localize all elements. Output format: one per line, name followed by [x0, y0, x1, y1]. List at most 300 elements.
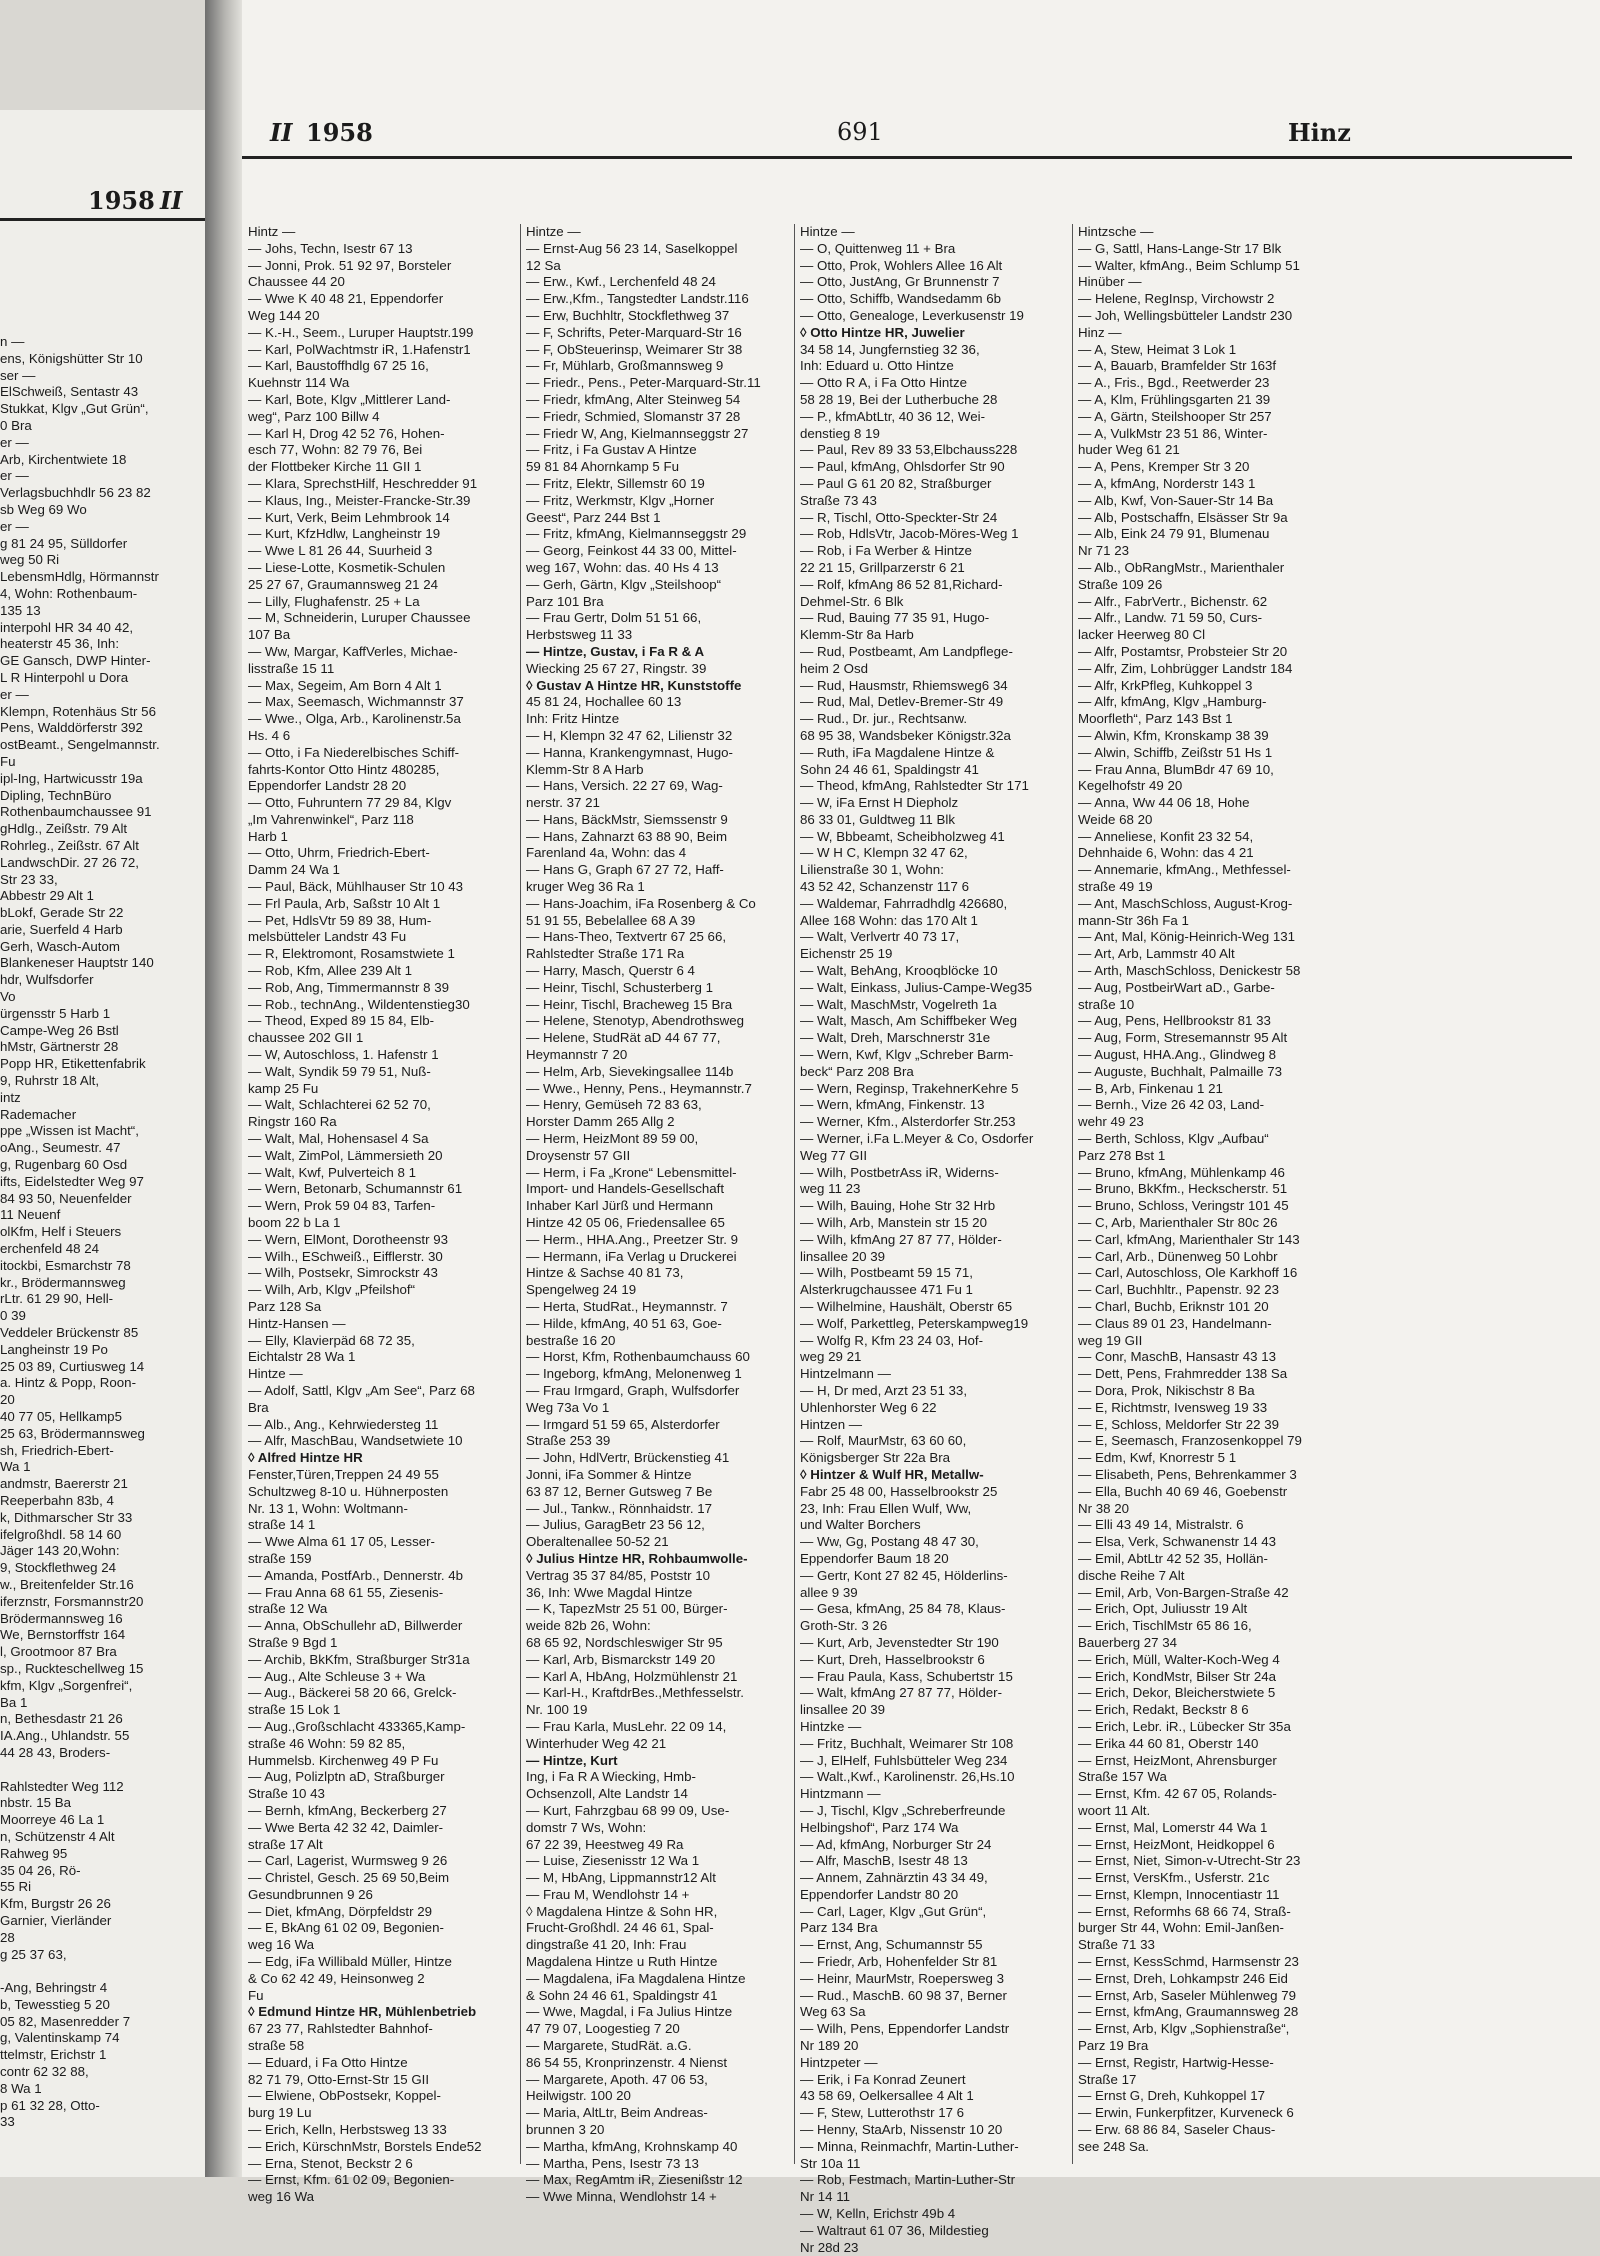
- directory-entry-line: Weg 144 20: [248, 307, 320, 323]
- directory-entry-line: Oberaltenallee 50-52 21: [526, 1534, 669, 1550]
- directory-entry-line: Weg 63 Sa: [800, 2004, 866, 2020]
- book-gutter: [205, 0, 242, 2177]
- directory-entry-line: Hintze & Sachse 40 81 73,: [526, 1265, 684, 1281]
- directory-entry-line: — Max, Seemasch, Wichmannstr 37: [248, 694, 464, 710]
- directory-entry-line: — Wwe K 40 48 21, Eppendorfer: [248, 291, 444, 307]
- directory-entry-line: Hintzmann —: [800, 1786, 881, 1802]
- directory-entry-line: — W, Autoschloss, 1. Hafenstr 1: [248, 1047, 439, 1063]
- directory-entry-line: — Ant, Mal, König-Heinrich-Weg 131: [1078, 929, 1296, 945]
- directory-entry-line: — Friedr., Pens., Peter-Marquard-Str.11: [526, 375, 761, 391]
- directory-entry-line: Fenster,Türen,Treppen 24 49 55: [248, 1466, 439, 1482]
- directory-entry-line: Weg 73a Vo 1: [526, 1399, 610, 1415]
- directory-entry-line: — John, HdlVertr, Brückenstieg 41: [526, 1450, 730, 1466]
- directory-entry-line: — Theod, kfmAng, Rahlstedter Str 171: [800, 778, 1029, 794]
- directory-entry-line: — Martha, kfmAng, Krohnskamp 40: [526, 2138, 738, 2154]
- directory-entry-line: — Otto, i Fa Niederelbisches Schiff-: [248, 744, 460, 760]
- right-page-roman: II: [270, 118, 293, 147]
- directory-entry-line: — Hintze, Gustav, i Fa R & A: [526, 643, 705, 659]
- directory-entry-line: — Ernst, Registr, Hartwig-Hesse-: [1078, 2054, 1274, 2070]
- directory-entry-line: ◊ Hintzer & Wulf HR, Metallw-: [800, 1466, 984, 1482]
- directory-entry-line: — Hans, Versich. 22 27 69, Wag-: [526, 778, 723, 794]
- directory-entry-line: — Hans, BäckMstr, Siemssenstr 9: [526, 811, 728, 827]
- directory-entry-line: — Luise, Ziesenisstr 12 Wa 1: [526, 1853, 700, 1869]
- directory-entry-line: — Werner, Kfm., Alsterdorfer Str.253: [800, 1114, 1016, 1130]
- directory-entry-line: er —: [0, 518, 29, 534]
- directory-entry-line: Hinüber —: [1078, 274, 1142, 290]
- directory-entry-line: — Walt, ZimPol, Lämmersieth 20: [248, 1147, 443, 1163]
- directory-entry-line: — Charl, Buchb, Eriknstr 101 20: [1078, 1299, 1269, 1314]
- directory-entry-line: Droysenstr 57 GII: [526, 1147, 631, 1163]
- directory-entry-line: — Ernst, Kfm. 61 02 09, Begonien-: [248, 2172, 455, 2188]
- directory-entry-line: — Otto, Schiffb, Wandsedamm 6b: [800, 291, 1002, 307]
- directory-entry-line: — W, Bbbeamt, Scheibholzweg 41: [800, 828, 1005, 844]
- directory-entry-line: Fu: [248, 1987, 264, 2003]
- directory-entry-line: — Frau Gertr, Dolm 51 51 66,: [526, 610, 702, 626]
- left-page-roman: II: [160, 186, 183, 215]
- directory-entry-line: weg“, Parz 100 Billw 4: [248, 408, 380, 424]
- directory-entry-line: itockbi, Esmarchstr 78: [0, 1257, 131, 1273]
- directory-entry-line: — Wern, Betonarb, Schumannstr 61: [248, 1181, 463, 1197]
- directory-entry-line: Hintze —: [526, 224, 581, 239]
- directory-entry-line: — Amanda, PostfArb., Dennerstr. 4b: [248, 1567, 464, 1583]
- directory-entry-line: — Ernst, Mal, Lomerstr 44 Wa 1: [1078, 1819, 1268, 1835]
- directory-entry-line: — Waldemar, Fahrradhdlg 426680,: [800, 895, 1008, 911]
- directory-entry-line: — Irmgard 51 59 65, Alsterdorfer: [526, 1416, 720, 1432]
- directory-entry-line: — M, HbAng, Lippmannstr12 Alt: [526, 1870, 716, 1886]
- directory-entry-line: LandwschDir. 27 26 72,: [0, 854, 139, 870]
- directory-entry-line: — Walt, MaschMstr, Vogelreth 1a: [800, 996, 997, 1012]
- directory-entry-line: — Gesa, kfmAng, 25 84 78, Klaus-: [800, 1601, 1006, 1617]
- left-page-fragment: [0, 110, 205, 2177]
- directory-entry-line: — Ernst, Reformhs 68 66 74, Straß-: [1078, 1903, 1291, 1919]
- directory-entry-line: Rahlstedter Straße 171 Ra: [526, 946, 685, 962]
- directory-entry-line: nbstr. 15 Ba: [0, 1795, 71, 1811]
- directory-entry-line: — Aug, Pens, Hellbrookstr 81 33: [1078, 1013, 1271, 1029]
- directory-entry-line: g 25 37 63,: [0, 1946, 67, 1962]
- directory-entry-line: contr 62 32 88,: [0, 2064, 89, 2080]
- directory-entry-line: — Walt, Verlvertr 40 73 17,: [800, 929, 960, 945]
- directory-entry-line: — Wwe., Henny, Pens., Heymannstr.7: [526, 1080, 752, 1096]
- directory-entry-line: — Rud, Bauing 77 35 91, Hugo-: [800, 610, 990, 626]
- directory-entry-line: — K, TapezMstr 25 51 00, Bürger-: [526, 1601, 728, 1617]
- directory-entry-line: — Otto, Uhrm, Friedrich-Ebert-: [248, 845, 430, 861]
- directory-entry-line: — Karl-H., KraftdrBes.,Methfesselstr.: [526, 1685, 744, 1701]
- left-page-header: [0, 182, 205, 216]
- directory-entry-line: — Wern, Reginsp, TrakehnerKehre 5: [800, 1080, 1019, 1096]
- directory-entry-line: burg 19 Lu: [248, 2105, 312, 2121]
- directory-entry-line: — Wwe L 81 26 44, Suurheid 3: [248, 543, 433, 559]
- directory-entry-line: — Erw., Kwf., Lerchenfeld 48 24: [526, 274, 716, 290]
- directory-entry-line: ifelgroßhdl. 58 14 60: [0, 1526, 122, 1542]
- directory-entry-line: ◊ Alfred Hintze HR: [248, 1450, 363, 1466]
- directory-entry-line: denstieg 8 19: [800, 425, 880, 441]
- directory-entry-line: olKfm, Helf i Steuers: [0, 1224, 122, 1240]
- directory-entry-line: — W, Kelln, Erichstr 49b 4: [800, 2206, 956, 2222]
- directory-entry-line: Stukkat, Klgv „Gut Grün“,: [0, 401, 149, 417]
- directory-entry-line: — Kurt, KfzHdlw, Langheinstr 19: [248, 526, 441, 542]
- right-header-rule: [242, 156, 1572, 159]
- directory-entry-line: — Wern, Kwf, Klgv „Schreber Barm-: [800, 1047, 1014, 1063]
- directory-entry-line: — Waltraut 61 07 36, Mildestieg: [800, 2222, 989, 2238]
- directory-entry-line: 107 Ba: [248, 627, 291, 643]
- directory-entry-line: — Rob, Festmach, Martin-Luther-Str: [800, 2172, 1016, 2188]
- directory-entry-line: — R, Elektromont, Rosamstwiete 1: [248, 946, 455, 962]
- directory-entry-line: Rothenbaumchaussee 91: [0, 804, 152, 820]
- directory-entry-line: — Wilhelmine, Haushält, Oberstr 65: [800, 1299, 1013, 1314]
- directory-entry-line: — Gerh, Gärtn, Klgv „Steilshoop“: [526, 576, 722, 592]
- directory-entry-line: Wiecking 25 67 27, Ringstr. 39: [526, 660, 707, 676]
- directory-entry-line: ürgensstr 5 Harb 1: [0, 1005, 111, 1021]
- directory-entry-line: — Rud., Dr. jur., Rechtsanw.: [800, 711, 968, 727]
- directory-entry-line: Hintze 42 05 06, Friedensallee 65: [526, 1215, 725, 1231]
- directory-entry-line: — Wwe Alma 61 17 05, Lesser-: [248, 1534, 435, 1550]
- directory-entry-line: 4, Wohn: Rothenbaum-: [0, 585, 138, 601]
- directory-entry-line: — Ernst, HeizMont, Heidkoppel 6: [1078, 1836, 1275, 1852]
- directory-entry-line: kamp 25 Fu: [248, 1080, 319, 1096]
- directory-entry-line: Gesundbrunnen 9 26: [248, 1886, 373, 1902]
- directory-entry-line: ◊ Gustav A Hintze HR, Kunststoffe: [526, 677, 742, 693]
- directory-entry-line: — W H C, Klempn 32 47 62,: [800, 845, 968, 861]
- directory-entry-line: Straße 71 33: [1078, 1937, 1155, 1953]
- directory-entry-line: — Minna, Reinmachfr, Martin-Luther-: [800, 2138, 1019, 2154]
- directory-entry-line: Langheinstr 19 Po: [0, 1341, 108, 1357]
- directory-entry-line: — Ernst, Dreh, Lohkampstr 246 Eid: [1078, 1970, 1288, 1986]
- directory-entry-line: Fabr 25 48 00, Hasselbrookstr 25: [800, 1483, 998, 1499]
- column-separator: [794, 224, 795, 2164]
- directory-entry-line: — Fritz, Werkmstr, Klgv „Horner: [526, 492, 715, 508]
- directory-entry-line: — Walt, Syndik 59 79 51, Nuß-: [248, 1063, 431, 1079]
- directory-entry-line: Hintze —: [800, 224, 855, 239]
- directory-entry-line: g 81 24 95, Sülldorfer: [0, 535, 128, 551]
- directory-entry-line: — Aug, PostbeirWart aD., Garbe-: [1078, 979, 1275, 995]
- directory-entry-line: chaussee 202 GII 1: [248, 1030, 364, 1046]
- directory-entry-line: — Georg, Feinkost 44 33 00, Mittel-: [526, 543, 737, 559]
- directory-entry-line: — Emil, AbtLtr 42 52 35, Hollän-: [1078, 1550, 1268, 1566]
- directory-entry-line: -Ang, Behringstr 4: [0, 1980, 108, 1996]
- directory-entry-line: n —: [0, 334, 25, 349]
- directory-entry-line: — H, Dr med, Arzt 23 51 33,: [800, 1382, 968, 1398]
- directory-entry-line: Nr 38 20: [1078, 1500, 1129, 1516]
- directory-entry-line: kfm, Klgv „Sorgenfrei“,: [0, 1677, 133, 1693]
- directory-entry-line: — Ernst, HeizMont, Ahrensburger: [1078, 1752, 1277, 1768]
- directory-entry-line: — Rob, i Fa Werber & Hintze: [800, 543, 972, 559]
- directory-entry-line: a. Hintz & Popp, Roon-: [0, 1375, 136, 1391]
- directory-entry-line: mann-Str 36h Fa 1: [1078, 912, 1189, 928]
- directory-entry-line: — Fritz, i Fa Gustav A Hintze: [526, 442, 697, 458]
- directory-entry-line: — Margarete, Apoth. 47 06 53,: [526, 2071, 708, 2087]
- directory-entry-line: — Max, Segeim, Am Born 4 Alt 1: [248, 677, 442, 693]
- directory-entry-line: — Henry, Gemüseh 72 83 63,: [526, 1097, 702, 1113]
- directory-entry-line: & Co 62 42 49, Heinsonweg 2: [248, 1970, 425, 1986]
- directory-entry-line: — Emil, Arb, Von-Bargen-Straße 42: [1078, 1584, 1289, 1600]
- directory-entry-line: Nr 71 23: [1078, 543, 1129, 559]
- directory-entry-line: — Alfr, Zim, Lohbrügger Landstr 184: [1078, 660, 1293, 676]
- directory-entry-line: — Karl, Baustoffhdlg 67 25 16,: [248, 358, 429, 374]
- directory-entry-line: 68 95 38, Wandsbeker Königstr.32a: [800, 727, 1011, 743]
- directory-entry-line: 36, Inh: Wwe Magdal Hintze: [526, 1584, 693, 1600]
- directory-entry-line: — Rud, Postbeamt, Am Landpflege-: [800, 643, 1013, 659]
- directory-entry-line: — Adolf, Sattl, Klgv „Am See“, Parz 68: [248, 1382, 475, 1398]
- directory-entry-line: — Rud, Mal, Detlev-Bremer-Str 49: [800, 694, 1004, 710]
- directory-entry-line: beck“ Parz 208 Bra: [800, 1063, 914, 1079]
- directory-entry-line: — Erich, Lebr. iR., Lübecker Str 35a: [1078, 1718, 1291, 1734]
- directory-entry-line: — Rob., technAng., Wildentenstieg30: [248, 996, 470, 1012]
- directory-entry-line: — Alwin, Schiffb, Zeißstr 51 Hs 1: [1078, 744, 1273, 760]
- directory-entry-line: — A, Bauarb, Bramfelder Str 163f: [1078, 358, 1277, 374]
- directory-entry-line: 25 27 67, Graumannsweg 21 24: [248, 576, 438, 592]
- directory-entry-line: — Christel, Gesch. 25 69 50,Beim: [248, 1870, 450, 1886]
- directory-entry-line: — Erich, KondMstr, Bilser Str 24a: [1078, 1668, 1277, 1684]
- directory-entry-line: — Erna, Stenot, Beckstr 2 6: [248, 2155, 413, 2171]
- directory-entry-line: — Ernst, Niet, Simon-v-Utrecht-Str 23: [1078, 1853, 1301, 1869]
- directory-entry-line: weg 11 23: [800, 1181, 861, 1197]
- directory-entry-line: — Heinr, Tischl, Schusterberg 1: [526, 979, 713, 995]
- directory-column-4: [1078, 224, 1348, 2156]
- directory-entry-line: hMstr, Gärtnerstr 28: [0, 1039, 119, 1055]
- directory-entry-line: Eppendorfer Landstr 80 20: [800, 1886, 959, 1902]
- directory-entry-line: — Arth, MaschSchloss, Denickestr 58: [1078, 963, 1301, 979]
- page-number: 691: [837, 118, 883, 146]
- directory-entry-line: GE Gansch, DWP Hinter-: [0, 653, 151, 669]
- directory-entry-line: — Wern, ElMont, Dorotheenstr 93: [248, 1231, 449, 1247]
- directory-entry-line: Nr 14 11: [800, 2189, 851, 2205]
- directory-entry-line: Parz 19 Bra: [1078, 2038, 1149, 2054]
- directory-entry-line: 0 39: [0, 1308, 26, 1324]
- directory-entry-line: Str 10a 11: [800, 2155, 861, 2171]
- directory-entry-line: 40 77 05, Hellkamp5: [0, 1409, 122, 1424]
- directory-entry-line: — Herm., HHA.Ang., Preetzer Str. 9: [526, 1231, 739, 1247]
- directory-entry-line: — Ad, kfmAng, Norburger Str 24: [800, 1836, 992, 1852]
- directory-entry-line: — Elli 43 49 14, Mistralstr. 6: [1078, 1517, 1244, 1533]
- directory-entry-line: — Frau Irmgard, Graph, Wulfsdorfer: [526, 1382, 740, 1398]
- directory-entry-line: — H, Klempn 32 47 62, Lilienstr 32: [526, 727, 733, 743]
- directory-entry-line: Hintzsche —: [1078, 224, 1154, 239]
- directory-entry-line: — Kurt, Fahrzgbau 68 99 09, Use-: [526, 1802, 730, 1818]
- directory-entry-line: — Hanna, Krankengymnast, Hugo-: [526, 744, 733, 760]
- directory-entry-line: — E, Seemasch, Franzosenkoppel 79: [1078, 1433, 1302, 1449]
- directory-entry-line: — Fritz, Buchhalt, Weimarer Str 108: [800, 1735, 1014, 1751]
- directory-entry-line: oAng., Seumestr. 47: [0, 1140, 121, 1156]
- directory-entry-line: — Walter, kfmAng., Beim Schlump 51: [1078, 257, 1300, 273]
- directory-entry-line: — Helm, Arb, Sievekingsallee 114b: [526, 1063, 734, 1079]
- directory-entry-line: — A, kfmAng, Norderstr 143 1: [1078, 475, 1256, 491]
- directory-entry-line: andmstr, Baererstr 21: [0, 1476, 128, 1492]
- directory-entry-line: Magdalena Hintze u Ruth Hintze: [526, 1954, 718, 1970]
- directory-entry-line: b, Tewesstieg 5 20: [0, 1996, 110, 2012]
- directory-entry-line: straße 159: [248, 1550, 312, 1566]
- directory-entry-line: 22 21 15, Grillparzerstr 6 21: [800, 559, 965, 575]
- directory-entry-line: — Walt, Mal, Hohensasel 4 Sa: [248, 1131, 429, 1147]
- directory-entry-line: Weide 68 20: [1078, 811, 1153, 827]
- directory-entry-line: 20: [0, 1392, 15, 1408]
- directory-entry-line: lisstraße 15 11: [248, 660, 335, 676]
- directory-entry-line: — Johs, Techn, Isestr 67 13: [248, 240, 413, 256]
- directory-entry-line: p 61 32 28, Otto-: [0, 2097, 100, 2113]
- directory-entry-line: Import- und Handels-Gesellschaft: [526, 1181, 725, 1197]
- directory-entry-line: 9, Ruhrstr 18 Alt,: [0, 1073, 100, 1089]
- directory-entry-line: — A, VulkMstr 23 51 86, Winter-: [1078, 425, 1268, 441]
- directory-entry-line: — Alfr., Landw. 71 59 50, Curs-: [1078, 610, 1263, 626]
- directory-entry-line: Verlagsbuchhdlr 56 23 82: [0, 485, 151, 501]
- directory-entry-line: — Claus 89 01 23, Handelmann-: [1078, 1315, 1272, 1331]
- directory-entry-line: nerstr. 37 21: [526, 795, 600, 811]
- directory-entry-line: — Hans-Theo, Textvertr 67 25 66,: [526, 929, 727, 945]
- directory-entry-line: — Erika 44 60 81, Oberstr 140: [1078, 1735, 1259, 1751]
- directory-entry-line: — Friedr, Arb, Hohenfelder Str 81: [800, 1954, 998, 1970]
- directory-entry-line: Schultzweg 8-10 u. Hühnerposten: [248, 1483, 449, 1499]
- directory-entry-line: — Erwin, Funkerpfitzer, Kurveneck 6: [1078, 2105, 1294, 2121]
- directory-entry-line: heim 2 Osd: [800, 660, 868, 676]
- directory-entry-line: — Karl A, HbAng, Holzmühlenstr 21: [526, 1668, 738, 1684]
- directory-entry-line: 47 79 07, Loogestieg 7 20: [526, 2021, 680, 2037]
- directory-entry-line: — Walt, Schlachterei 62 52 70,: [248, 1097, 431, 1113]
- directory-entry-line: — Fritz, Elektr, Sillemstr 60 19: [526, 475, 705, 491]
- directory-entry-line: — J, Tischl, Klgv „Schreberfreunde: [800, 1802, 1006, 1818]
- directory-entry-line: — Henny, StaArb, Nissenstr 10 20: [800, 2122, 1003, 2138]
- directory-entry-line: ens, Königshütter Str 10: [0, 350, 143, 366]
- directory-entry-line: weide 82b 26, Wohn:: [526, 1618, 651, 1634]
- directory-entry-line: — Paul, Bäck, Mühlhauser Str 10 43: [248, 879, 464, 895]
- directory-entry-line: — Heinr, MaurMstr, Roepersweg 3: [800, 1970, 1004, 1986]
- directory-entry-line: Rahlstedter Weg 112: [0, 1778, 124, 1794]
- directory-entry-line: — Alfr, MaschBau, Wandsetwiete 10: [248, 1433, 463, 1449]
- directory-entry-line: — Eduard, i Fa Otto Hintze: [248, 2054, 408, 2070]
- directory-entry-line: Parz 101 Bra: [526, 593, 604, 609]
- directory-entry-line: 25 63, Brödermannsweg: [0, 1425, 145, 1441]
- directory-entry-line: Uhlenhorster Weg 6 22: [800, 1399, 937, 1415]
- directory-entry-line: 9, Stockflethweg 24: [0, 1560, 117, 1576]
- directory-entry-line: — Carl, Lagerist, Wurmsweg 9 26: [248, 1853, 448, 1869]
- directory-entry-line: 34 58 14, Jungfernstieg 32 36,: [800, 341, 980, 357]
- directory-entry-line: Fu: [0, 753, 16, 769]
- directory-entry-line: — Alb, Eink 24 79 91, Blumenau: [1078, 526, 1270, 542]
- directory-entry-line: Kegelhofstr 49 20: [1078, 778, 1183, 794]
- directory-entry-line: gHdlg., Zeißstr. 79 Alt: [0, 821, 128, 837]
- directory-entry-line: — Wolf, Parkettleg, Peterskampweg19: [800, 1315, 1029, 1331]
- directory-entry-line: Vertrag 35 37 84/85, Poststr 10: [526, 1567, 711, 1583]
- directory-entry-line: — Wwe Berta 42 32 42, Daimler-: [248, 1819, 444, 1835]
- directory-entry-line: — Rud., MaschB. 60 98 37, Berner: [800, 1987, 1007, 2003]
- directory-entry-line: l, Grootmoor 87 Bra: [0, 1644, 117, 1660]
- directory-entry-line: — Carl, Autoschloss, Ole Karkhoff 16: [1078, 1265, 1298, 1281]
- directory-entry-line: Eichtalstr 28 Wa 1: [248, 1349, 356, 1365]
- directory-entry-line: — Alwin, Kfm, Kronskamp 38 39: [1078, 727, 1269, 743]
- directory-entry-line: — Kurt, Dreh, Hasselbrookstr 6: [800, 1651, 985, 1667]
- directory-entry-line: Wa 1: [0, 1459, 31, 1475]
- directory-entry-line: sp., Ruckteschellweg 15: [0, 1660, 144, 1676]
- directory-entry-line: — Lilly, Flughafenstr. 25 + La: [248, 593, 420, 609]
- directory-entry-line: weg 50 Ri: [0, 552, 60, 568]
- directory-entry-line: Straße 73 43: [800, 492, 877, 508]
- directory-entry-line: — Ernst, KessSchmd, Harmsenstr 23: [1078, 1954, 1299, 1970]
- directory-entry-line: — Friedr, Schmied, Slomanstr 37 28: [526, 408, 741, 424]
- directory-entry-line: hdr, Wulfsdorfer: [0, 972, 94, 988]
- directory-entry-line: Ba 1: [0, 1694, 28, 1710]
- directory-entry-line: — Hans, Zahnarzt 63 88 90, Beim: [526, 828, 728, 844]
- directory-entry-line: allee 9 39: [800, 1584, 858, 1600]
- directory-entry-line: — Alfr., FabrVertr., Bichenstr. 62: [1078, 593, 1268, 609]
- directory-entry-line: Inh: Fritz Hintze: [526, 711, 620, 727]
- directory-entry-line: — Hintze, Kurt: [526, 1752, 618, 1768]
- directory-entry-line: — Ernst, Kfm. 42 67 05, Rolands-: [1078, 1786, 1277, 1802]
- directory-entry-line: 35 04 26, Rö-: [0, 1862, 81, 1878]
- directory-entry-line: — Walt, Masch, Am Schiffbeker Weg: [800, 1013, 1018, 1029]
- directory-entry-line: — Erich, KürschnMstr, Borstels Ende52: [248, 2138, 482, 2154]
- directory-entry-line: — Aug., Bäckerei 58 20 66, Grelck-: [248, 1685, 457, 1701]
- directory-entry-line: interpohl HR 34 40 42,: [0, 619, 134, 635]
- directory-entry-line: — Harry, Masch, Querstr 6 4: [526, 963, 695, 979]
- directory-entry-line: Straße 17: [1078, 2071, 1137, 2087]
- directory-entry-line: straße 49 19: [1078, 879, 1153, 895]
- directory-entry-line: — Ernst, VersKfm., Usferstr. 21c: [1078, 1870, 1270, 1886]
- directory-entry-line: — Walt, Dreh, Marschnerstr 31e: [800, 1030, 991, 1046]
- directory-entry-line: — Karl, Bote, Klgv „Mittlerer Land-: [248, 391, 451, 407]
- directory-entry-line: lacker Heerweg 80 Cl: [1078, 627, 1206, 643]
- directory-entry-line: intz: [0, 1089, 21, 1105]
- directory-entry-line: straße 14 1: [248, 1517, 316, 1533]
- directory-entry-line: 58 28 19, Bei der Lutherbuche 28: [800, 391, 998, 407]
- directory-entry-line: Rahweg 95: [0, 1845, 68, 1861]
- directory-entry-line: 28: [0, 1929, 15, 1945]
- directory-entry-line: Hintzke —: [800, 1718, 862, 1734]
- directory-entry-line: — Erich, Müll, Walter-Koch-Weg 4: [1078, 1651, 1280, 1667]
- directory-column-3: [800, 224, 1066, 2256]
- directory-entry-line: — Jonni, Prok. 51 92 97, Borsteler: [248, 257, 452, 273]
- directory-entry-line: huder Weg 61 21: [1078, 442, 1180, 458]
- directory-entry-line: — Helene, RegInsp, Virchowstr 2: [1078, 291, 1275, 307]
- directory-entry-line: We, Bernstorffstr 164: [0, 1627, 126, 1643]
- directory-entry-line: sh, Friedrich-Ebert-: [0, 1442, 114, 1458]
- directory-entry-line: er —: [0, 468, 29, 484]
- directory-entry-line: — Elwiene, ObPostsekr, Koppel-: [248, 2088, 441, 2104]
- directory-entry-line: — Alb, Postschaffn, Elsässer Str 9a: [1078, 509, 1288, 525]
- directory-entry-line: Hintzelmann —: [800, 1366, 891, 1382]
- directory-entry-line: — Wwe, Magdal, i Fa Julius Hintze: [526, 2004, 733, 2020]
- directory-entry-line: — A, Pens, Kremper Str 3 20: [1078, 459, 1250, 475]
- directory-entry-line: — Frau Paula, Kass, Schubertstr 15: [800, 1668, 1013, 1684]
- directory-entry-line: linsallee 20 39: [800, 1248, 886, 1264]
- directory-entry-line: — Wwe., Olga, Arb., Karolinenstr.5a: [248, 711, 461, 727]
- directory-entry-line: 86 33 01, Guldtweg 11 Blk: [800, 811, 955, 827]
- directory-entry-line: — Archib, BkKfm, Straßburger Str31a: [248, 1651, 470, 1667]
- directory-entry-line: — Wilh, Arb, Manstein str 15 20: [800, 1215, 987, 1231]
- directory-entry-line: Parz 134 Bra: [800, 1920, 878, 1936]
- directory-entry-line: Straße 157 Wa: [1078, 1769, 1167, 1785]
- directory-entry-line: — Wern, Prok 59 04 83, Tarfen-: [248, 1198, 436, 1214]
- directory-entry-line: Hintzpeter —: [800, 2054, 878, 2070]
- directory-entry-line: Horster Damm 265 Allg 2: [526, 1114, 675, 1130]
- directory-entry-line: dische Reihe 7 Alt: [1078, 1567, 1185, 1583]
- directory-entry-line: — Ernst, kfmAng, Graumannsweg 28: [1078, 2004, 1299, 2020]
- directory-entry-line: 67 22 39, Heestweg 49 Ra: [526, 1836, 684, 1852]
- directory-entry-line: Frucht-Großhdl. 24 46 61, Spal-: [526, 1920, 714, 1936]
- directory-entry-line: Geest“, Parz 244 Bst 1: [526, 509, 661, 525]
- directory-entry-line: Nr 189 20: [800, 2038, 859, 2054]
- directory-entry-line: Inhaber Karl Jürß und Hermann: [526, 1198, 713, 1214]
- directory-entry-line: — Wilh, PostbetrAss iR, Widerns-: [800, 1164, 999, 1180]
- directory-entry-line: — Alb., Ang., Kehrwiedersteg 11: [248, 1416, 439, 1432]
- directory-entry-line: Straße 109 26: [1078, 576, 1163, 592]
- directory-entry-line: straße 12 Wa: [248, 1601, 328, 1617]
- right-page: [242, 0, 1600, 2255]
- left-page-column: [0, 334, 200, 2131]
- directory-column-2: [526, 224, 788, 2206]
- directory-entry-line: — Kurt, Arb, Jevenstedter Str 190: [800, 1634, 999, 1650]
- directory-entry-line: — Aug.,Großschlacht 433365,Kamp-: [248, 1718, 466, 1734]
- directory-entry-line: — Werner, i.Fa L.Meyer & Co, Osdorfer: [800, 1131, 1034, 1147]
- directory-entry-line: Jonni, iFa Sommer & Hintze: [526, 1466, 692, 1482]
- directory-entry-line: 67 23 77, Rahlstedter Bahnhof-: [248, 2021, 433, 2037]
